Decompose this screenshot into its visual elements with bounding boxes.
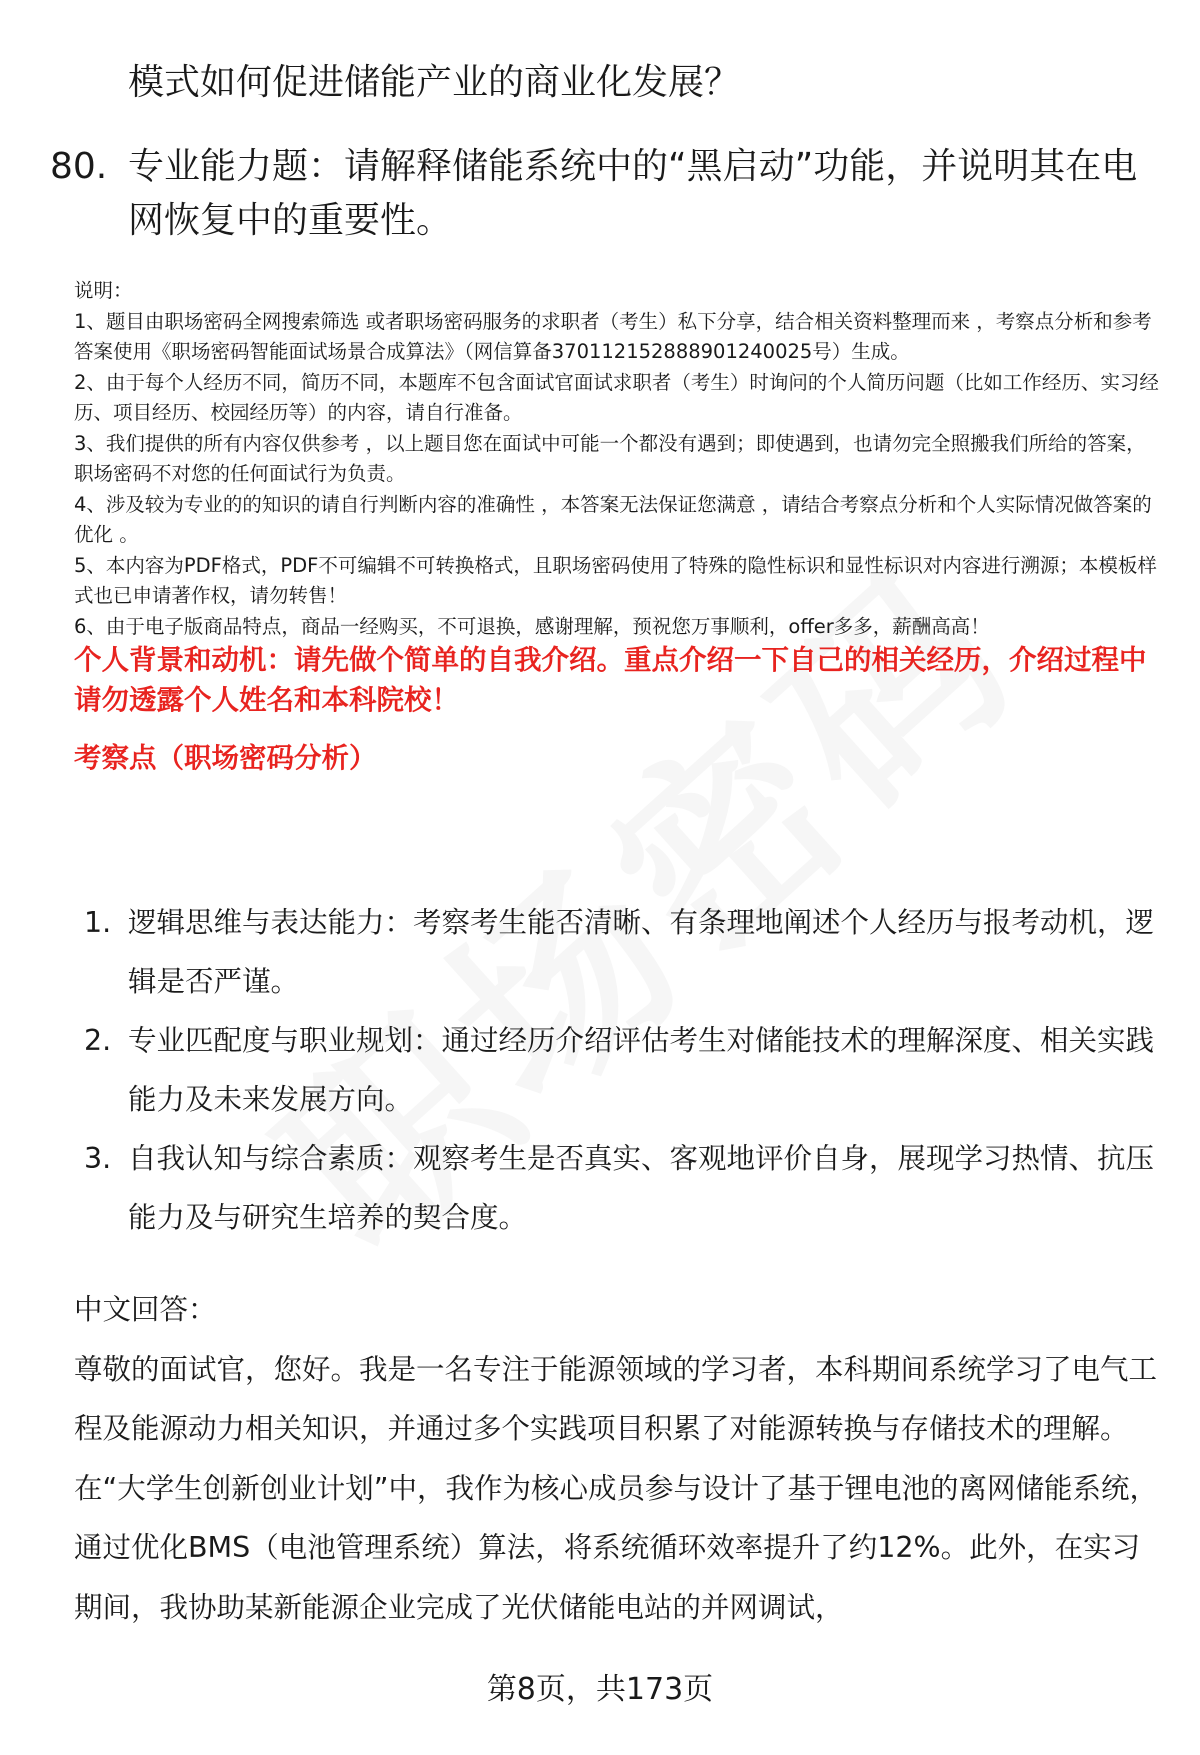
answer-section xyxy=(74,1280,1160,1637)
notes-section xyxy=(74,276,1160,642)
analysis-heading: 考察点（职场密码分析） xyxy=(74,742,377,774)
notes-title: 说明： xyxy=(74,279,133,302)
question-number: 80. xyxy=(50,146,108,187)
note-item: 5、本内容为PDF格式，PDF不可编辑不可转换格式，且职场密码使用了特殊的隐性标识和显性标识对内容进行溯源；本模板样式也已申请著作权，请勿转售！ xyxy=(74,553,1157,607)
personal-background-question: 个人背景和动机：请先做个简单的自我介绍。重点介绍一下自己的相关经历，介绍过程中请勿透露个人姓名和本科院校！ xyxy=(74,644,1147,716)
point-number: 2. xyxy=(84,1024,112,1057)
point-text: 专业匹配度与职业规划：通过经历介绍评估考生对储能技术的理解深度、相关实践能力及未来发展方向。 xyxy=(128,1024,1155,1116)
point-number: 1. xyxy=(84,906,112,939)
question-text: 专业能力题：请解释储能系统中的“黑启动”功能，并说明其在电网恢复中的重要性。 xyxy=(128,146,1138,241)
question-80 xyxy=(50,140,1150,248)
note-item: 2、由于每个人经历不同，简历不同，本题库不包含面试官面试求职者（考生）时询问的个人简历问题（比如工作经历、实习经历、项目经历、校园经历等）的内容，请自行准备。 xyxy=(74,370,1159,424)
note-item: 4、涉及较为专业的的知识的请自行判断内容的准确性 ，本答案无法保证您满意 ，请结合考察点分析和个人实际情况做答案的优化 。 xyxy=(74,492,1152,546)
note-item: 6、由于电子版商品特点，商品一经购买，不可退换，感谢理解，预祝您万事顺利，offer多多，薪酬高高！ xyxy=(74,614,990,638)
answer-text: 尊敬的面试官，您好。我是一名专注于能源领域的学习者，本科期间系统学习了电气工程及能源动力相关知识，并通过多个实践项目积累了对能源转换与存储技术的理解。在“大学生创新创业计划”中，我作为核心成员参与设计了基于锂电池的离网储能系统，通过优化BMS（电池管理系统）算法，将系统循环效率提升了约12%。此外，在实习期间，我协助某新能源企业完成了光伏储能电站的并网调试， xyxy=(74,1352,1159,1624)
analysis-points xyxy=(84,893,1160,1247)
analysis-point xyxy=(84,1129,1160,1247)
previous-question-tail: 模式如何促进储能产业的商业化发展？ xyxy=(128,62,741,103)
analysis-point xyxy=(84,893,1160,1011)
point-number: 3. xyxy=(84,1142,112,1175)
note-item: 3、我们提供的所有内容仅供参考 ，以上题目您在面试中可能一个都没有遇到；即使遇到，也请勿完全照搬我们所给的答案，职场密码不对您的任何面试行为负责。 xyxy=(74,431,1146,485)
note-item: 1、题目由职场密码全网搜索筛选 或者职场密码服务的求职者（考生）私下分享，结合相关资料整理而来 ，考察点分析和参考答案使用《职场密码智能面试场景合成算法》（网信算备370112152888901240025号）生成。 xyxy=(74,309,1152,363)
analysis-point xyxy=(84,1011,1160,1129)
page-footer: 第8页，共173页 xyxy=(486,1672,714,1707)
point-text: 逻辑思维与表达能力：考察考生能否清晰、有条理地阐述个人经历与报考动机，逻辑是否严谨。 xyxy=(128,906,1155,998)
point-text: 自我认知与综合素质：观察考生是否真实、客观地评价自身，展现学习热情、抗压能力及与研究生培养的契合度。 xyxy=(128,1142,1155,1234)
answer-label: 中文回答： xyxy=(74,1293,217,1326)
